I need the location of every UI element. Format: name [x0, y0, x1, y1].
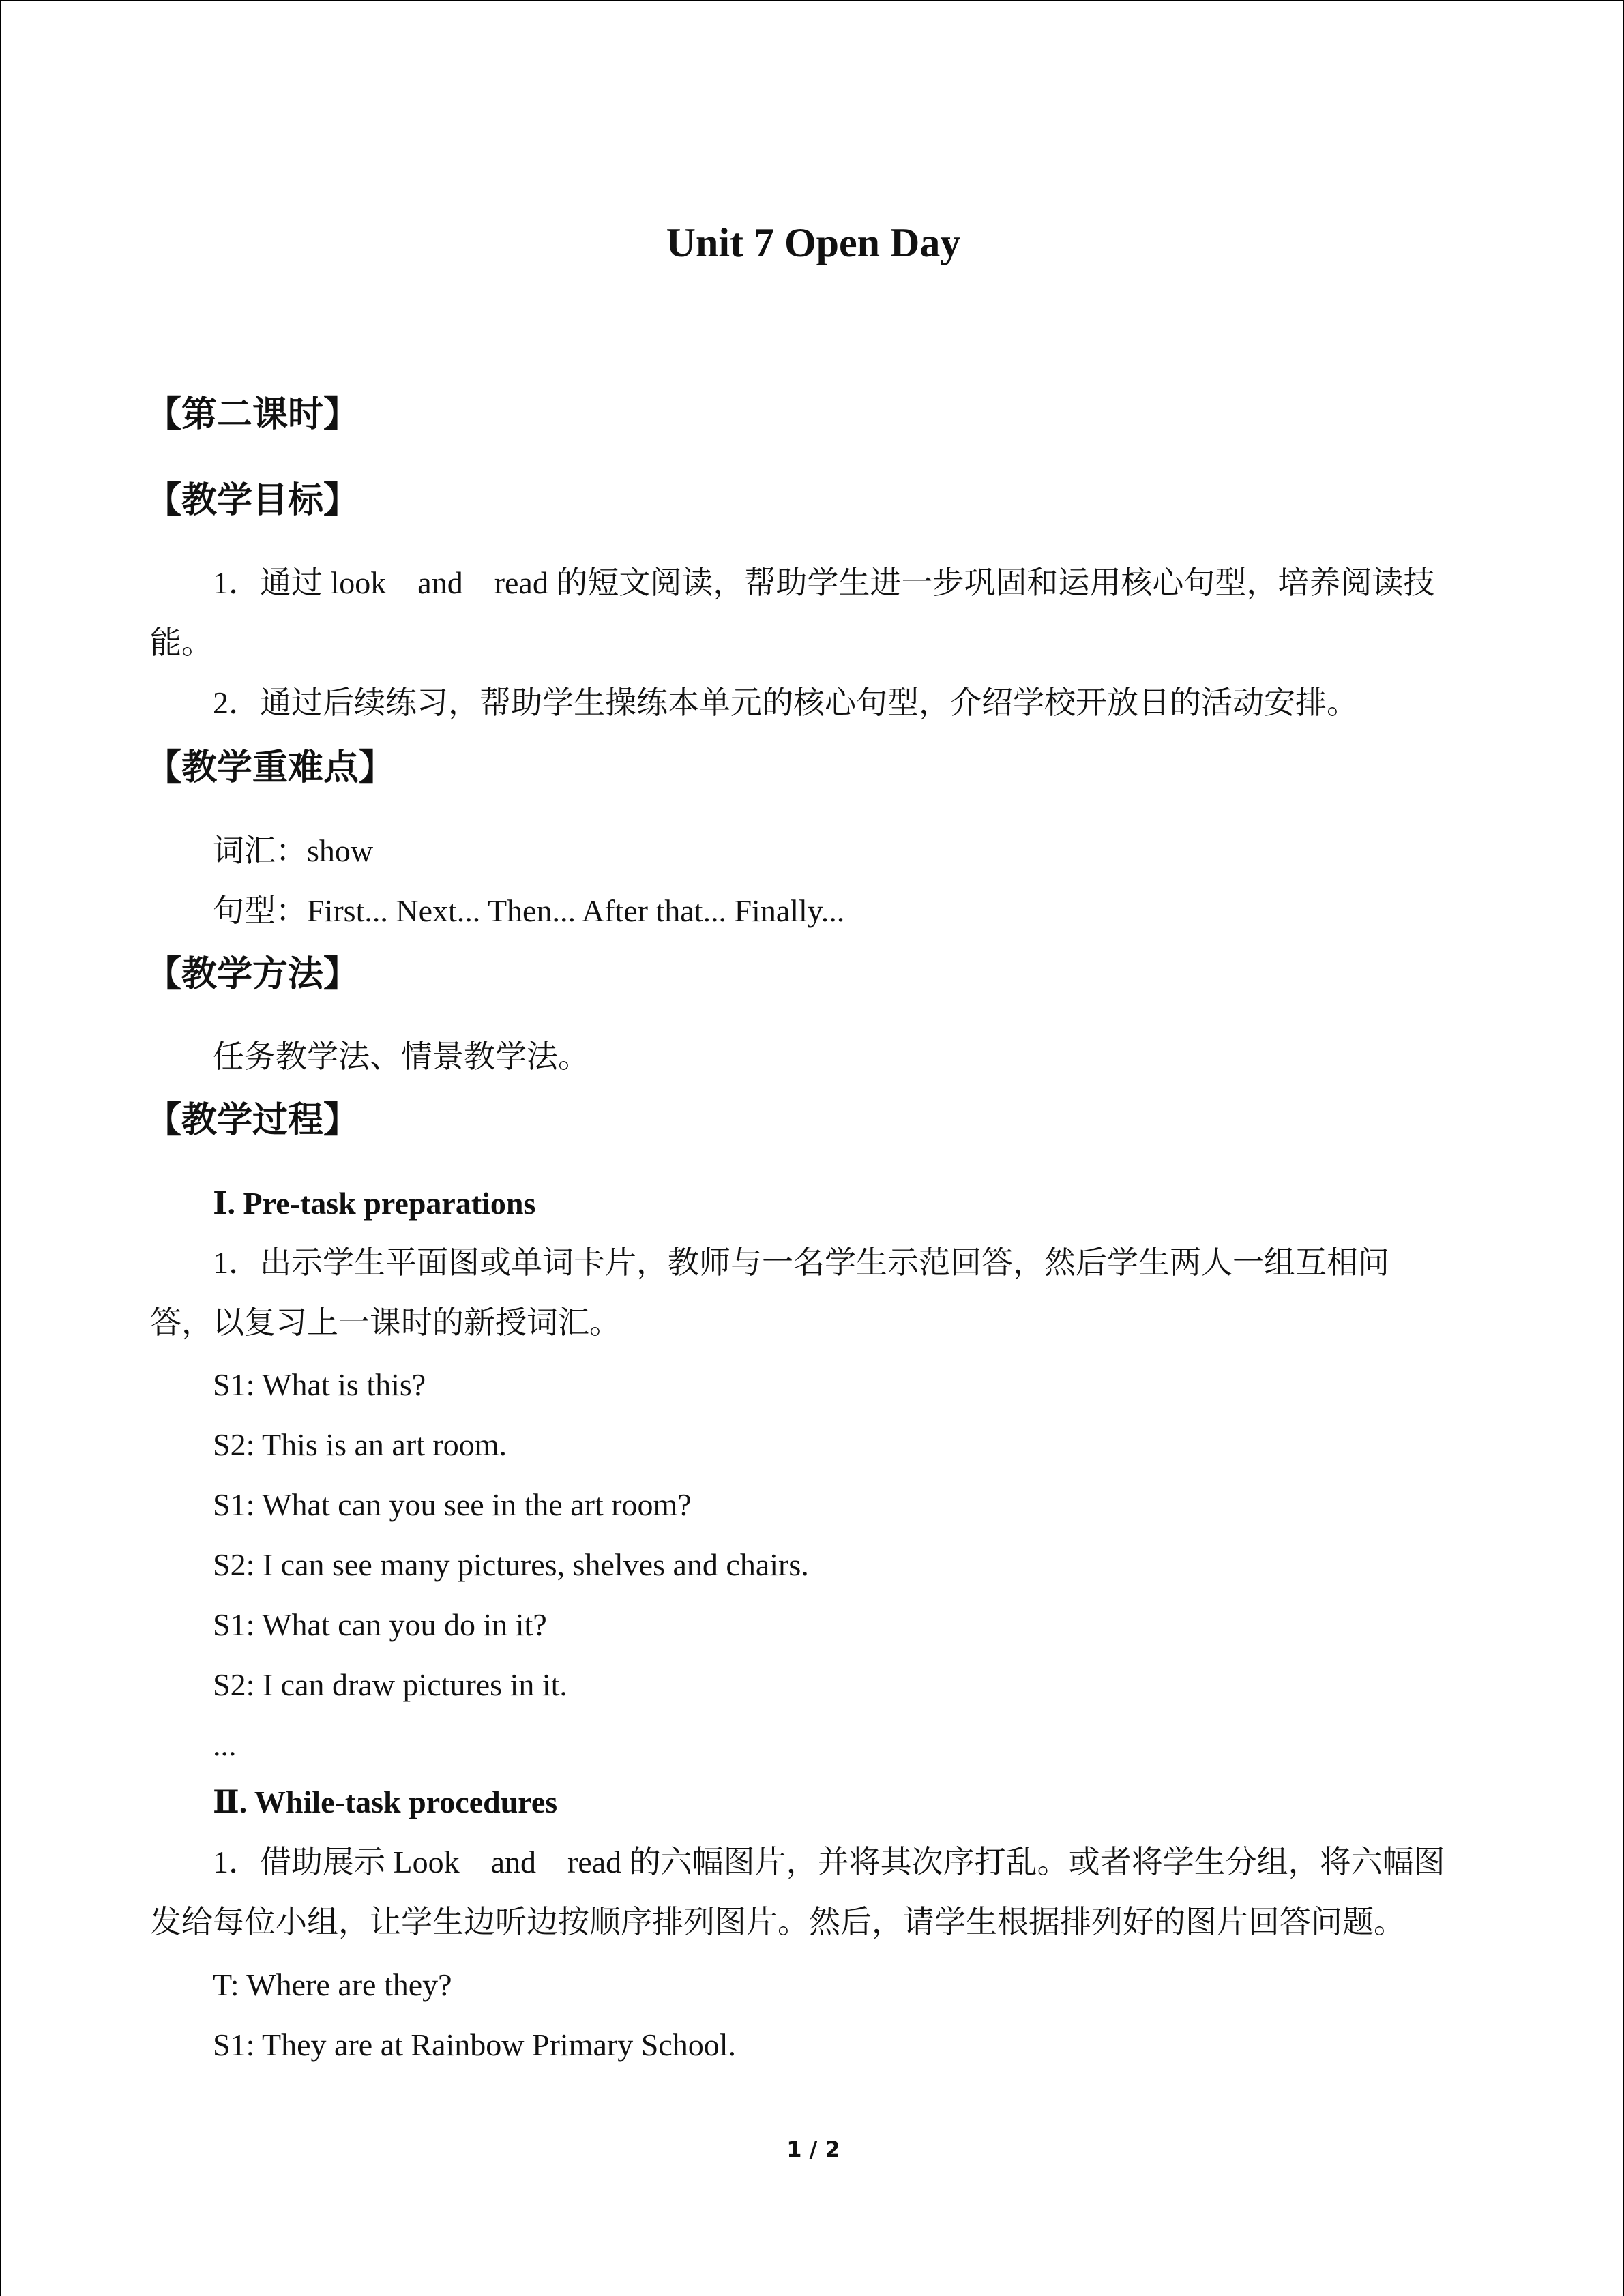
page-number: 1 / 2	[786, 2136, 840, 2162]
dialogue-line: S1: What can you see in the art room?	[213, 1487, 692, 1522]
dialogue-line: S2: This is an art room.	[213, 1427, 507, 1462]
objective-1-line-2: 能。	[150, 625, 213, 660]
objective-1-line-1: 1．通过 look and read 的短文阅读，帮助学生进一步巩固和运用核心句型，培养阅读技	[213, 565, 1435, 600]
pre-task-step-1-line-1: 1．出示学生平面图或单词卡片，教师与一名学生示范回答，然后学生两人一组互相问	[213, 1245, 1389, 1280]
objective-2: 2．通过后续练习，帮助学生操练本单元的核心句型，介绍学校开放日的活动安排。	[213, 685, 1358, 720]
while-task-step-1-line-1: 1．借助展示 Look and read 的六幅图片，并将其次序打乱。或者将学生分组，将六幅图	[213, 1845, 1445, 1879]
heading-methods: 【教学方法】	[146, 954, 359, 995]
key-point-sentence: 句型：First... Next... Then... After that... Finally...	[213, 893, 845, 928]
dialogue-line: S2: I can see many pictures, shelves and chairs.	[213, 1547, 809, 1582]
dialogue-ellipsis: ...	[213, 1727, 237, 1762]
dialogue-line: T: Where are they?	[213, 1967, 452, 2002]
pre-task-step-1-line-2: 答，以复习上一课时的新授词汇。	[150, 1305, 621, 1340]
heading-lesson: 【第二课时】	[146, 394, 359, 435]
dialogue-line: S2: I can draw pictures in it.	[213, 1667, 567, 1702]
dialogue-line: S1: What is this?	[213, 1367, 426, 1402]
methods-text: 任务教学法、情景教学法。	[213, 1039, 589, 1074]
while-task-title: Ⅱ. While-task procedures	[213, 1785, 558, 1819]
heading-process: 【教学过程】	[146, 1100, 359, 1141]
dialogue-line: S1: They are at Rainbow Primary School.	[213, 2027, 736, 2062]
while-task-step-1-line-2: 发给每位小组，让学生边听边按顺序排列图片。然后，请学生根据排列好的图片回答问题。	[150, 1905, 1405, 1939]
heading-objectives: 【教学目标】	[146, 480, 359, 521]
pre-task-title: Ⅰ. Pre-task preparations	[213, 1186, 536, 1221]
heading-key-points: 【教学重难点】	[146, 747, 395, 788]
key-point-vocab: 词汇：show	[213, 833, 374, 868]
page-title: Unit 7 Open Day	[666, 220, 961, 265]
dialogue-line: S1: What can you do in it?	[213, 1607, 547, 1642]
